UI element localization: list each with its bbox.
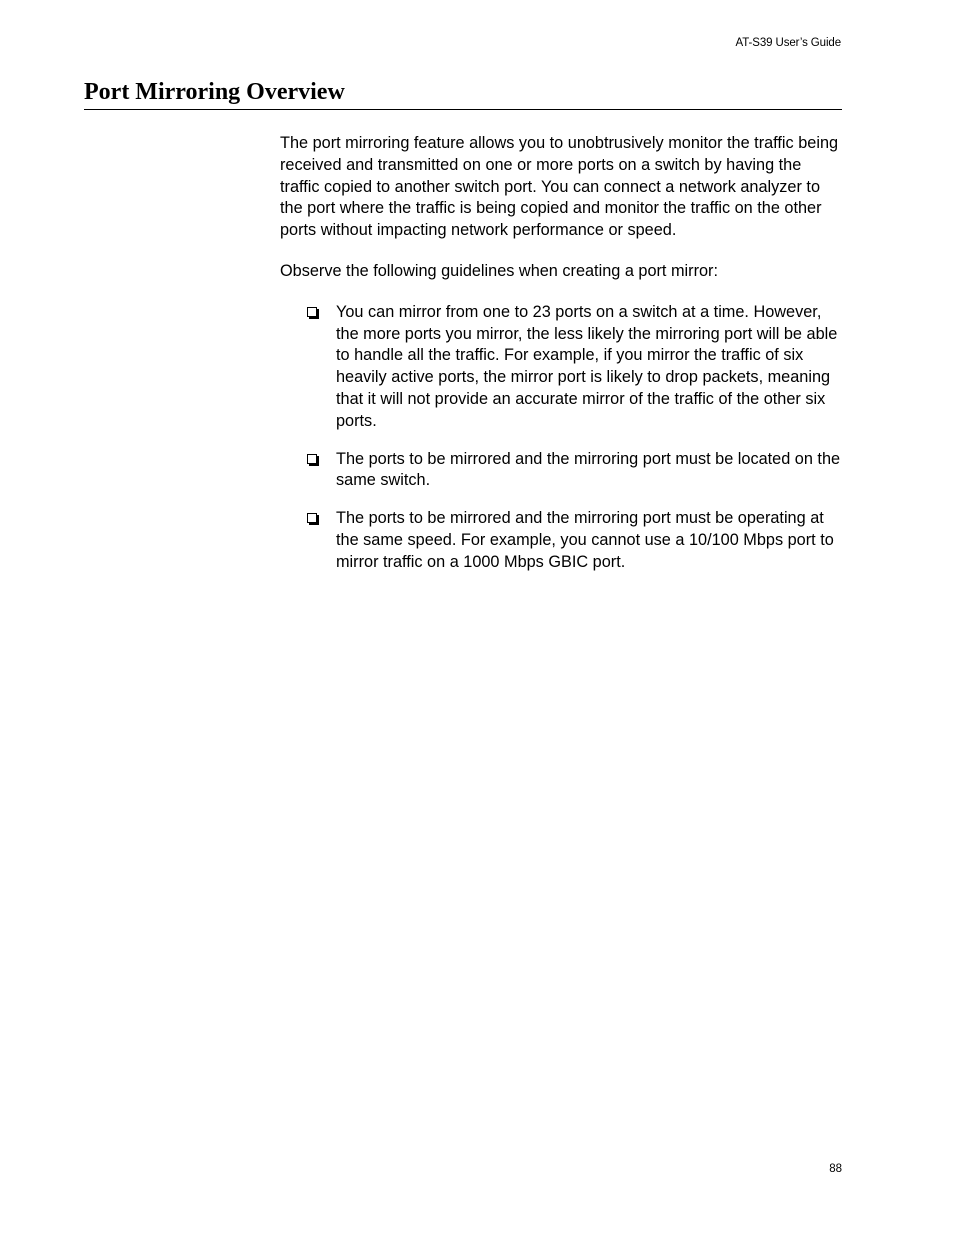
body-text — [280, 133, 842, 590]
running-header: AT-S39 User’s Guide — [735, 37, 841, 49]
page-number: 88 — [829, 1163, 842, 1175]
list-item — [336, 449, 842, 493]
checkbox-bullet-icon — [307, 454, 317, 464]
list-item — [336, 508, 842, 573]
lead-in-paragraph: Observe the following guidelines when creating a port mirror: — [280, 261, 719, 280]
list-item-text: The ports to be mirrored and the mirroring port must be located on the same switch. — [336, 449, 841, 490]
checkbox-bullet-icon — [307, 513, 317, 523]
checkbox-bullet-icon — [307, 307, 317, 317]
list-item — [336, 302, 842, 433]
guidelines-list — [280, 302, 842, 574]
list-item-text: You can mirror from one to 23 ports on a switch at a time. However, the more ports you mirror, the less likely the mirroring port will be able to handle all the traffic. For example, if you mirror the traffic of six heavily active ports, the mirror port is likely to drop packets, meaning that it will not provide an accurate mirror of the traffic of the other six ports. — [336, 302, 838, 430]
section-title: Port Mirroring Overview — [84, 77, 842, 110]
intro-paragraph: The port mirroring feature allows you to unobtrusively monitor the traffic being received and transmitted on one or more ports on a switch by having the traffic copied to another switch port. You can connect a network analyzer to the port where the traffic is being copied and monitor the traffic on the other ports without impacting network performance or speed. — [280, 134, 839, 240]
list-item-text: The ports to be mirrored and the mirroring port must be operating at the same speed. For example, you cannot use a 10/100 Mbps port to mirror traffic on a 1000 Mbps GBIC port. — [336, 509, 834, 571]
